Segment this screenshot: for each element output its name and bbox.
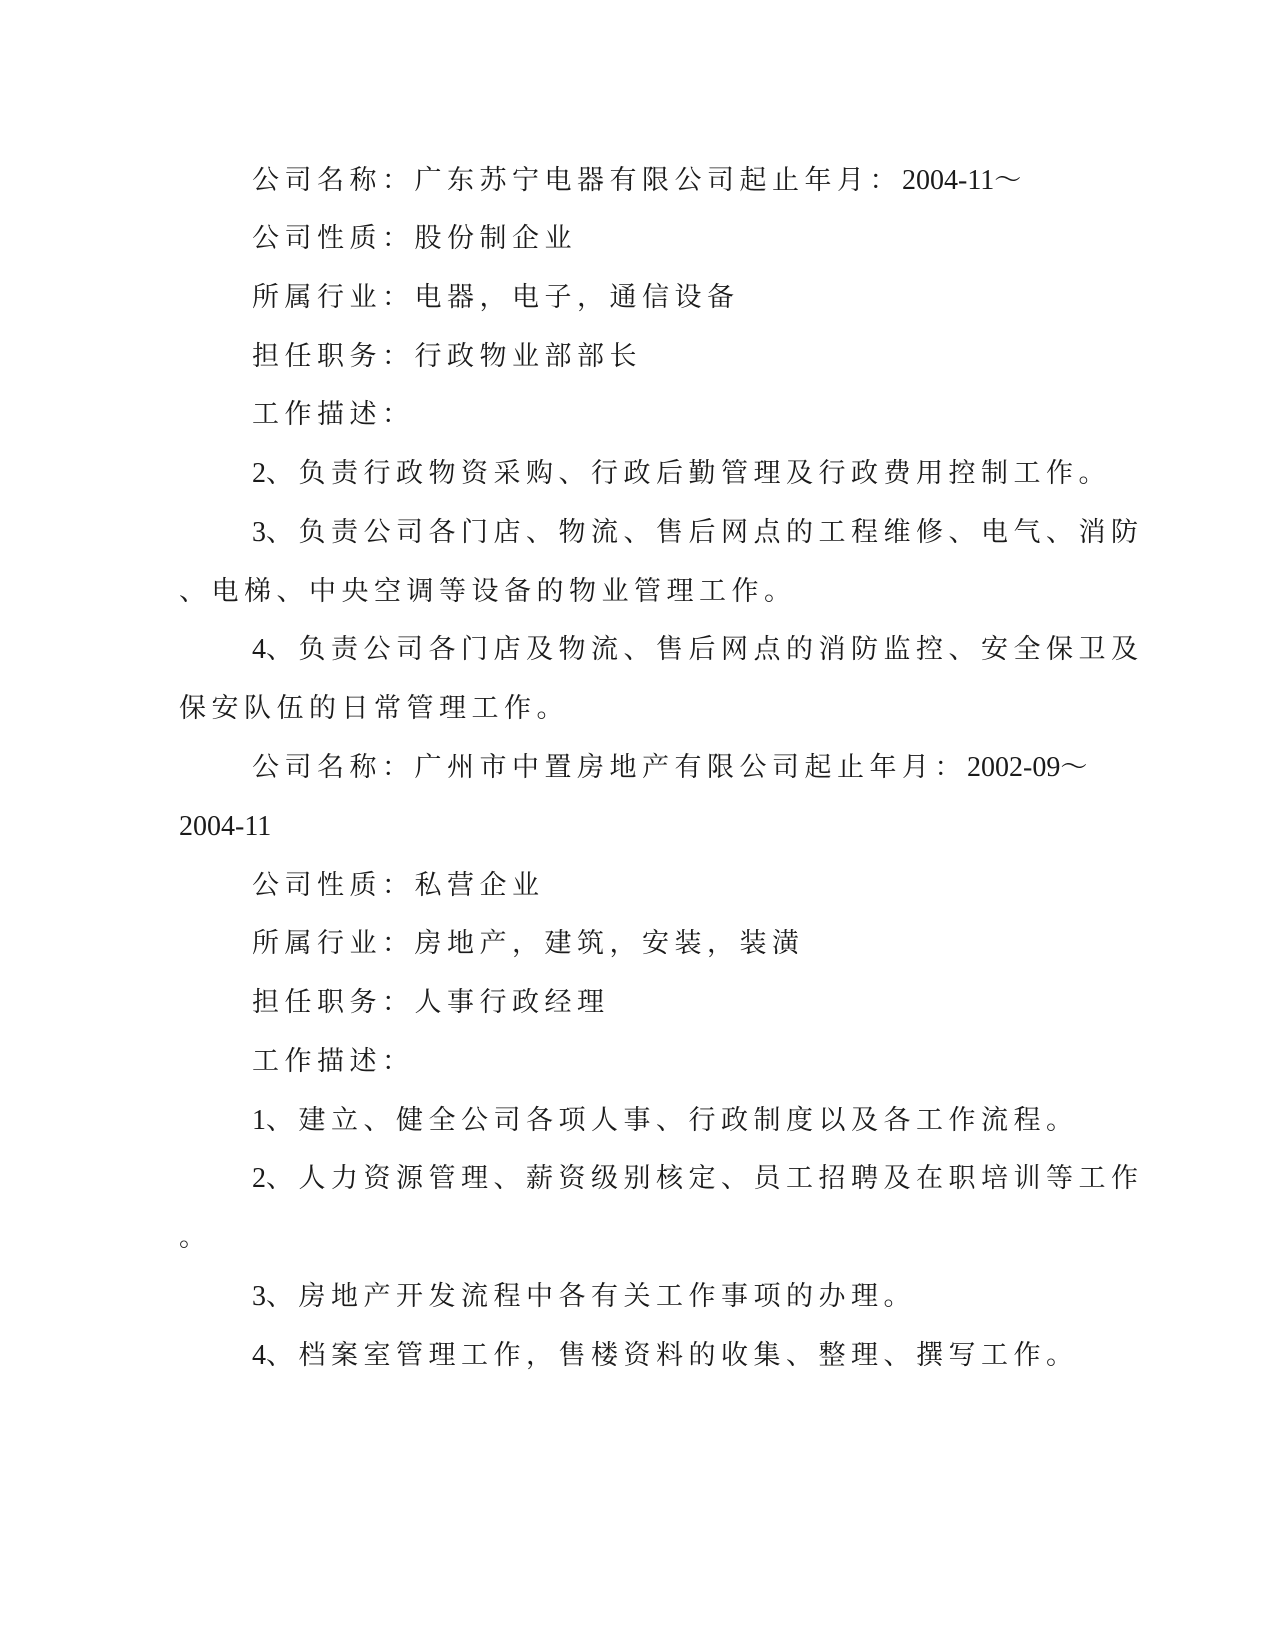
position-line-2	[252, 986, 610, 1020]
start-date: 2004-11	[902, 165, 995, 196]
company-nature-text: 公司性质：私营企业	[252, 870, 545, 901]
duty-item-continuation	[179, 692, 569, 726]
duty-item	[252, 633, 1144, 667]
duty-number: 2	[252, 458, 266, 489]
company-name-line-2	[252, 751, 1093, 785]
job-description-label: 工作描述：	[252, 399, 415, 430]
start-date: 2002-09	[967, 752, 1061, 783]
company-name-text: 公司名称：广东苏宁电器有限公司起止年月：	[252, 165, 902, 196]
company-nature-line-1	[252, 222, 577, 256]
company-nature-text: 公司性质：股份制企业	[252, 223, 577, 254]
industry-text: 所属行业：电器，电子，通信设备	[252, 282, 740, 313]
duty-item	[252, 1104, 1079, 1138]
date-range-tilde: ～	[994, 165, 1027, 196]
duty-text: 、负责公司各门店、物流、售后网点的工程维修、电气、消防	[266, 517, 1144, 548]
duty-number: 4	[252, 634, 266, 665]
position-text: 担任职务：行政物业部部长	[252, 341, 642, 372]
duty-text: 。	[179, 1222, 212, 1253]
duty-text: 保安队伍的日常管理工作。	[179, 693, 569, 724]
end-date: 2004-11	[179, 811, 272, 842]
duty-item-continuation	[179, 575, 797, 609]
job-description-heading-1	[252, 398, 415, 432]
duty-item	[252, 1280, 916, 1314]
duty-number: 3	[252, 517, 266, 548]
position-line-1	[252, 340, 642, 374]
duty-number: 3	[252, 1281, 266, 1312]
duty-text: 、负责行政物资采购、行政后勤管理及行政费用控制工作。	[266, 458, 1111, 489]
duty-text: 、建立、健全公司各项人事、行政制度以及各工作流程。	[266, 1105, 1079, 1136]
duty-item	[252, 1162, 1144, 1196]
industry-text: 所属行业：房地产，建筑，安装，装潢	[252, 928, 805, 959]
end-date-line-2	[179, 810, 271, 844]
duty-item	[252, 457, 1111, 491]
duty-item-continuation	[179, 1221, 212, 1255]
duty-text: 、档案室管理工作，售楼资料的收集、整理、撰写工作。	[266, 1340, 1079, 1371]
duty-number: 4	[252, 1340, 266, 1371]
job-description-label: 工作描述：	[252, 1046, 415, 1077]
duty-number: 2	[252, 1163, 266, 1194]
duty-text: 、房地产开发流程中各有关工作事项的办理。	[266, 1281, 916, 1312]
position-text: 担任职务：人事行政经理	[252, 987, 610, 1018]
company-name-text: 公司名称：广州市中置房地产有限公司起止年月：	[252, 752, 967, 783]
industry-line-1	[252, 281, 740, 315]
date-range-tilde: ～	[1060, 752, 1093, 783]
duty-text: 、人力资源管理、薪资级别核定、员工招聘及在职培训等工作	[266, 1163, 1144, 1194]
duty-text: 、电梯、中央空调等设备的物业管理工作。	[179, 576, 797, 607]
duty-item	[252, 516, 1144, 550]
job-description-heading-2	[252, 1045, 415, 1079]
industry-line-2	[252, 927, 805, 961]
duty-number: 1	[252, 1105, 266, 1136]
company-name-line-1	[252, 164, 1027, 198]
company-nature-line-2	[252, 869, 545, 903]
duty-item	[252, 1339, 1079, 1373]
duty-text: 、负责公司各门店及物流、售后网点的消防监控、安全保卫及	[266, 634, 1144, 665]
